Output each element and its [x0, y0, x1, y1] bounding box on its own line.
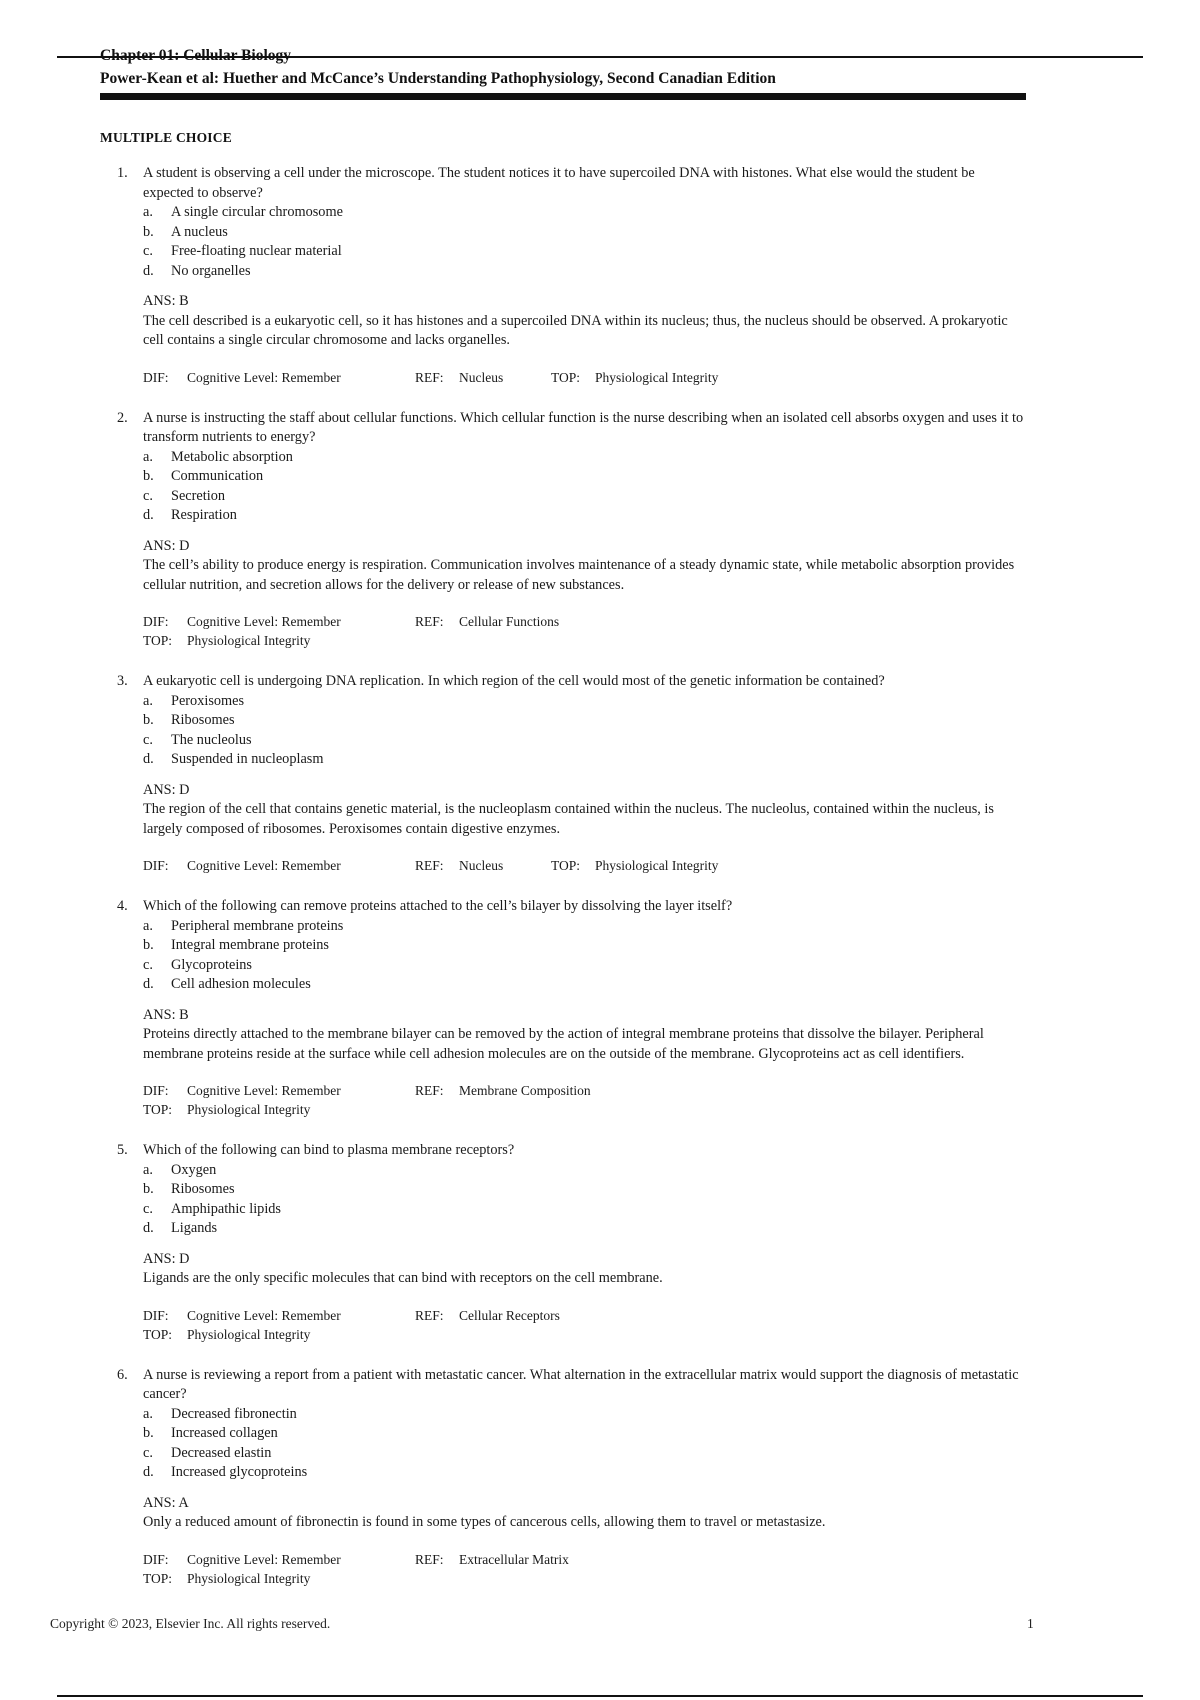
section-title: MULTIPLE CHOICE: [100, 130, 232, 145]
difficulty: DIF: Cognitive Level: Remember: [143, 614, 341, 629]
question-stem: A nurse is instructing the staff about cellular functions. Which cellular function is the nurse describing when an isolated cell absorbs oxygen and uses it to transform nutrients to energy?: [143, 409, 1024, 445]
topic: TOP: Physiological Integrity: [143, 633, 311, 648]
answer-key: ANS: B: [143, 293, 189, 309]
question-stem: Which of the following can bind to plasma membrane receptors?: [143, 1142, 515, 1158]
option-letter: a.: [143, 692, 153, 709]
option-text: No organelles: [171, 262, 251, 279]
option-d: [143, 750, 1025, 770]
reference: REF: Membrane Composition: [415, 1083, 591, 1098]
answer-key: ANS: D: [143, 781, 190, 798]
book-title: Power-Kean et al: Huether and McCance’s Understanding Pathophysiology, Second Canadian Edition: [100, 70, 776, 87]
option-b: [143, 711, 1025, 731]
option-text: Amphipathic lipids: [171, 1200, 281, 1217]
question-metadata: [143, 1081, 1025, 1119]
option-c: [143, 731, 1025, 751]
document-header: [100, 48, 1026, 100]
option-letter: c.: [143, 731, 153, 748]
option-text: Oxygen: [171, 1161, 217, 1178]
option-text: The nucleolus: [171, 731, 252, 748]
difficulty: DIF: Cognitive Level: Remember: [143, 858, 341, 873]
reference: REF: Nucleus: [415, 369, 504, 385]
question-stem: A nurse is reviewing a report from a patient with metastatic cancer. What alternation in the extracellular matrix would support the diagnosis of metastatic cancer?: [143, 1366, 1019, 1402]
option-text: Glycoproteins: [171, 956, 252, 973]
rationale: The cell described is a eukaryotic cell, so it has histones and a supercoiled DNA within its nucleus; thus, the nucleus should be observed. A prokaryotic cell contains a single circular chromosome and lacks organelles.: [143, 312, 1008, 348]
answer-key: ANS: A: [143, 1494, 189, 1511]
option-letter: a.: [143, 1405, 153, 1422]
option-text: Respiration: [171, 507, 237, 523]
difficulty: DIF: Cognitive Level: Remember: [143, 1307, 341, 1323]
answer-key: ANS: D: [143, 1250, 190, 1267]
option-b: [143, 936, 1025, 956]
option-letter: b.: [143, 937, 154, 953]
option-letter: b.: [143, 712, 154, 728]
option-list: [143, 1405, 1025, 1483]
option-b: [143, 223, 1025, 243]
option-a: [143, 1405, 1025, 1425]
answer-key: ANS: D: [143, 537, 190, 554]
reference: REF: Cellular Functions: [415, 614, 560, 629]
reference: REF: Extracellular Matrix: [415, 1551, 569, 1567]
question-metadata: [143, 1550, 1025, 1588]
option-letter: c.: [143, 1444, 153, 1461]
question-6: [115, 1366, 1025, 1588]
option-list: [143, 448, 1025, 526]
reference: REF: Cellular Receptors: [415, 1307, 560, 1323]
option-c: [143, 1200, 1025, 1220]
difficulty: DIF: Cognitive Level: Remember: [143, 369, 341, 385]
page-number: 1: [1027, 1616, 1034, 1631]
question-number: 4.: [117, 898, 128, 914]
question-number: 3.: [117, 673, 128, 689]
topic: TOP: Physiological Integrity: [143, 1102, 311, 1117]
question-number: 5.: [117, 1142, 128, 1158]
option-list: [143, 692, 1025, 770]
option-text: Suspended in nucleoplasm: [171, 751, 324, 767]
question-stem: A eukaryotic cell is undergoing DNA replication. In which region of the cell would most of the genetic information be contained?: [143, 673, 885, 689]
option-letter: a.: [143, 204, 153, 220]
option-letter: a.: [143, 448, 153, 465]
option-a: [143, 1161, 1025, 1181]
question-number: 2.: [117, 409, 128, 426]
option-text: Decreased elastin: [171, 1444, 272, 1461]
copyright-notice: Copyright © 2023, Elsevier Inc. All rights reserved.: [50, 1616, 331, 1631]
option-b: [143, 1180, 1025, 1200]
option-text: A single circular chromosome: [171, 204, 343, 220]
chapter-title: Chapter 01: Cellular Biology: [100, 47, 292, 64]
question-stem: A student is observing a cell under the microscope. The student notices it to have supercoiled DNA with histones. What else would the student be expected to observe?: [143, 165, 975, 201]
option-text: Peroxisomes: [171, 692, 245, 709]
rationale: Only a reduced amount of fibronectin is found in some types of cancerous cells, allowing them to travel or metastasize.: [143, 1514, 826, 1530]
option-letter: a.: [143, 1161, 153, 1178]
option-letter: d.: [143, 976, 154, 992]
option-c: [143, 956, 1025, 976]
option-letter: c.: [143, 1200, 153, 1217]
option-text: Decreased fibronectin: [171, 1405, 297, 1422]
answer-key: ANS: B: [143, 1006, 189, 1023]
option-c: [143, 487, 1025, 507]
option-text: Ribosomes: [171, 712, 235, 728]
question-1: [115, 164, 1025, 387]
topic: TOP: Physiological Integrity: [551, 858, 719, 873]
option-letter: d.: [143, 1220, 154, 1236]
question-metadata: [143, 368, 1025, 387]
option-text: Secretion: [171, 487, 225, 504]
option-d: [143, 506, 1025, 526]
option-text: Cell adhesion molecules: [171, 976, 311, 992]
option-a: [143, 448, 1025, 468]
option-text: Peripheral membrane proteins: [171, 917, 344, 934]
difficulty: DIF: Cognitive Level: Remember: [143, 1083, 341, 1098]
question-stem: Which of the following can remove proteins attached to the cell’s bilayer by dissolving the layer itself?: [143, 898, 733, 914]
option-letter: b.: [143, 223, 154, 240]
question-5: [115, 1141, 1025, 1344]
rationale: The cell’s ability to produce energy is respiration. Communication involves maintenance of a steady dynamic state, while metabolic absorption provides cellular nutrition, and secretion allows for the delivery or release of new substances.: [143, 557, 1015, 593]
topic: TOP: Physiological Integrity: [143, 1326, 311, 1342]
rationale: Proteins directly attached to the membrane bilayer can be removed by the action of integral membrane proteins that dissolve the bilayer. Peripheral membrane proteins reside at the surface while cell adhesion molecules are on the outside of the membrane. Glycoproteins act as cell identifiers.: [143, 1026, 984, 1062]
option-a: [143, 692, 1025, 712]
option-text: A nucleus: [171, 223, 228, 240]
question-metadata: [143, 612, 1025, 650]
option-b: [143, 1424, 1025, 1444]
option-text: Increased glycoproteins: [171, 1464, 308, 1480]
option-a: [143, 203, 1025, 223]
option-letter: c.: [143, 487, 153, 504]
question-metadata: [143, 1306, 1025, 1344]
question-4: [115, 897, 1025, 1119]
option-list: [143, 203, 1025, 281]
option-text: Free-floating nuclear material: [171, 243, 342, 259]
question-number: 6.: [117, 1366, 128, 1383]
option-b: [143, 467, 1025, 487]
question-2: [115, 409, 1025, 651]
question-list: [115, 164, 1025, 1610]
option-text: Ribosomes: [171, 1181, 235, 1197]
reference: REF: Nucleus: [415, 858, 504, 873]
option-text: Metabolic absorption: [171, 448, 293, 465]
option-d: [143, 975, 1025, 995]
header-divider: [100, 93, 1026, 100]
difficulty: DIF: Cognitive Level: Remember: [143, 1551, 341, 1567]
option-letter: b.: [143, 468, 154, 484]
question-metadata: [143, 856, 1025, 875]
option-text: Increased collagen: [171, 1425, 278, 1441]
option-letter: c.: [143, 243, 153, 259]
option-letter: b.: [143, 1425, 154, 1441]
option-text: Integral membrane proteins: [171, 937, 329, 953]
option-d: [143, 1219, 1025, 1239]
option-d: [143, 1463, 1025, 1483]
topic: TOP: Physiological Integrity: [143, 1570, 311, 1586]
option-letter: d.: [143, 507, 154, 523]
option-c: [143, 242, 1025, 262]
option-a: [143, 917, 1025, 937]
option-c: [143, 1444, 1025, 1464]
question-number: 1.: [117, 165, 128, 181]
option-text: Communication: [171, 468, 264, 484]
option-list: [143, 917, 1025, 995]
option-letter: d.: [143, 1464, 154, 1480]
option-letter: b.: [143, 1181, 154, 1197]
option-letter: d.: [143, 751, 154, 767]
option-letter: d.: [143, 262, 154, 279]
option-d: [143, 262, 1025, 282]
option-letter: a.: [143, 917, 153, 934]
rationale: Ligands are the only specific molecules that can bind with receptors on the cell membrane.: [143, 1270, 663, 1286]
option-list: [143, 1161, 1025, 1239]
question-3: [115, 672, 1025, 875]
topic: TOP: Physiological Integrity: [551, 369, 719, 385]
option-text: Ligands: [171, 1220, 218, 1236]
bottom-rule: [57, 1695, 1143, 1697]
rationale: The region of the cell that contains genetic material, is the nucleoplasm contained within the nucleus. The nucleolus, contained within the nucleus, is largely composed of ribosomes. Peroxisomes contain digestive enzymes.: [143, 801, 994, 837]
option-letter: c.: [143, 956, 153, 973]
